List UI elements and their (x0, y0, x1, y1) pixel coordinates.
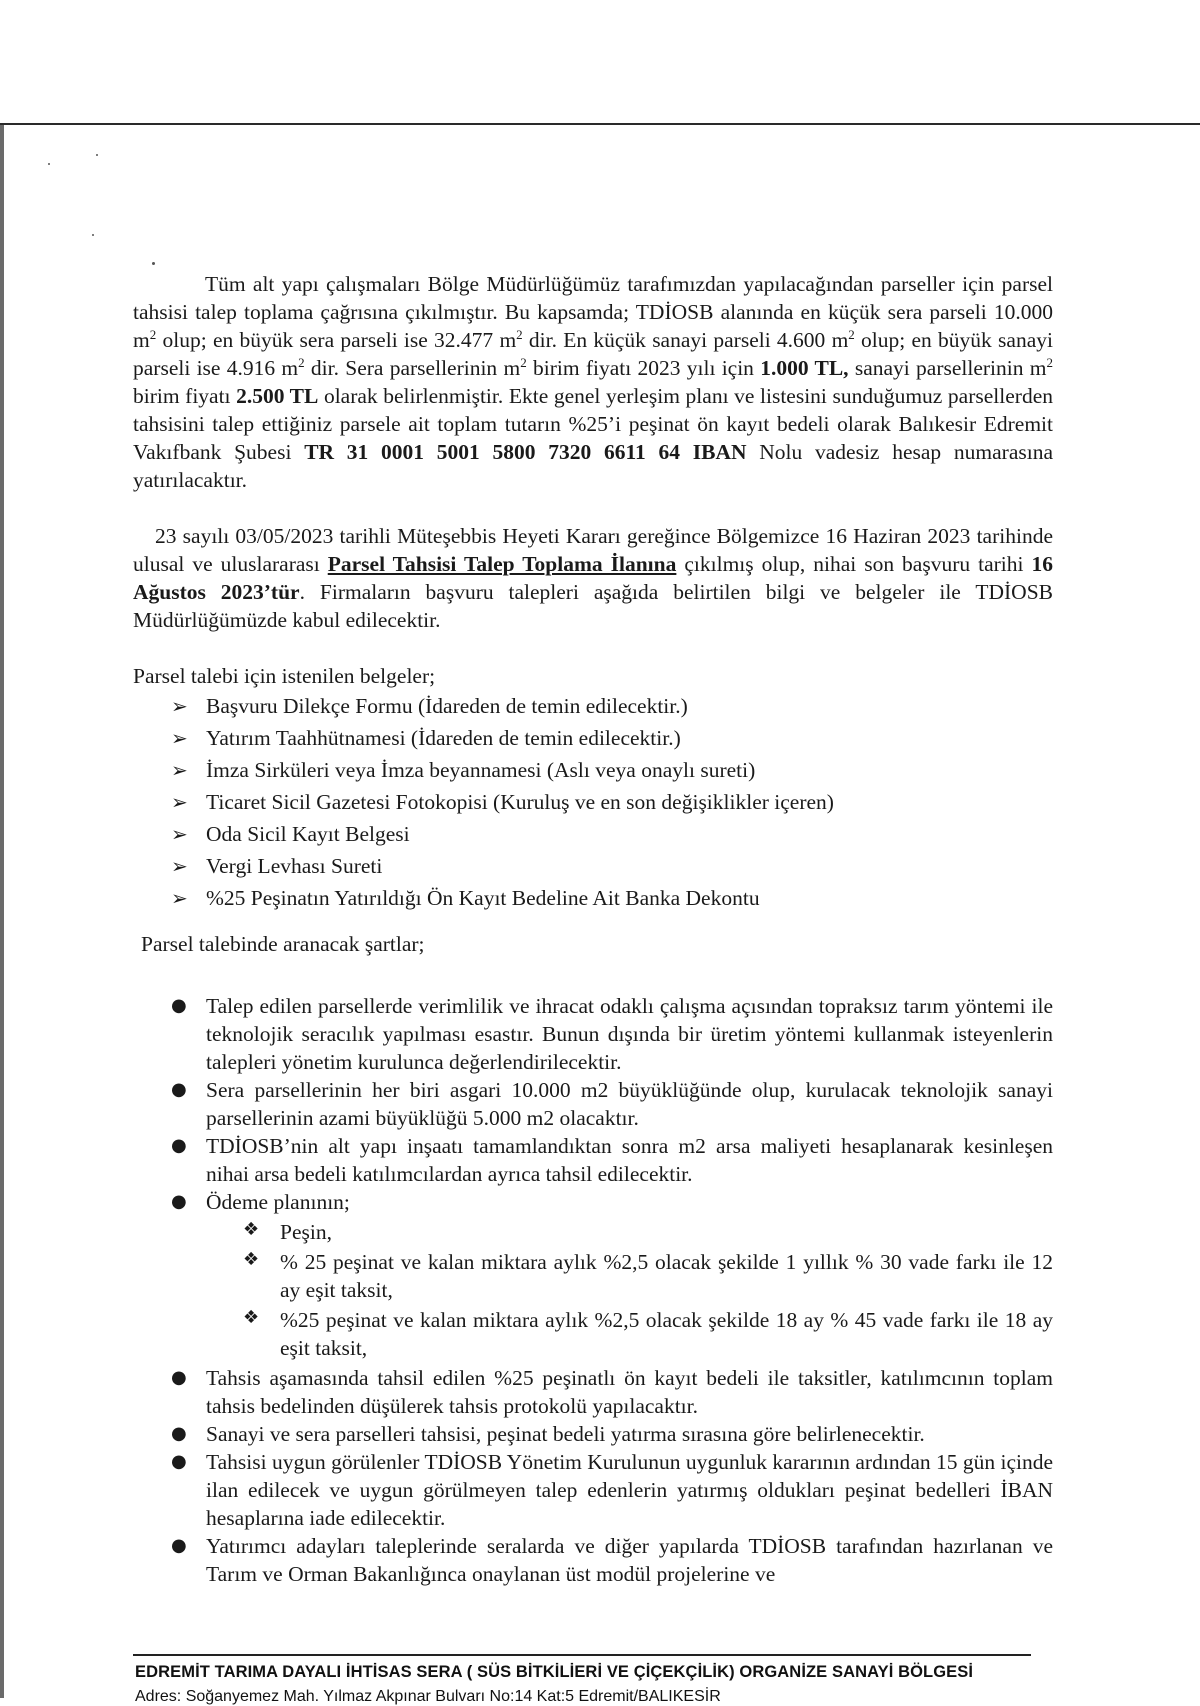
arrow-icon: ➢ (171, 726, 188, 750)
list-item: ➢ Yatırım Taahhütnamesi (İdareden de temin edilecektir.) (133, 722, 1053, 754)
diamond-icon: ❖ (243, 1249, 260, 1270)
list-item: ● TDİOSB’nin alt yapı inşaatı tamamlandıktan sonra m2 arsa maliyeti hesaplanarak kesinleşen nihai arsa bedeli katılımcılardan ayrıca tahsil edilecektir. (171, 1134, 1053, 1186)
documents-list (133, 690, 1053, 914)
list-item: ➢ %25 Peşinatın Yatırıldığı Ön Kayıt Bedeline Ait Banka Dekontu (133, 882, 1053, 914)
bullet-icon: ● (171, 1079, 187, 1100)
list-item: ● Sera parsellerinin her biri asgari 10.000 m2 büyüklüğünde olup, kurulacak teknolojik sanayi parsellerinin azami büyüklüğü 5.000 m2 olacaktır. (171, 1078, 1053, 1130)
scan-top-margin (0, 0, 1200, 123)
footer-divider (133, 1654, 1031, 1656)
bullet-icon: ● (171, 1423, 187, 1444)
arrow-icon: ➢ (171, 758, 188, 782)
scan-left-edge (0, 125, 4, 1698)
bullet-icon: ● (171, 1191, 187, 1212)
list-item: ● Tahsis aşamasında tahsil edilen %25 peşinatlı ön kayıt bedeli ile taksitler, katılımcının toplam tahsis bedelinden düşülerek tahsis protokolü yapılacaktır. (171, 1366, 1053, 1418)
bullet-icon: ● (171, 1535, 187, 1556)
conditions-heading: Parsel talebinde aranacak şartlar; (141, 932, 425, 956)
list-item: ➢ Başvuru Dilekçe Formu (İdareden de temin edilecektir.) (133, 690, 1053, 722)
bullet-icon: ● (171, 1367, 187, 1388)
iban-number: TR 31 0001 5001 5800 7320 6611 64 IBAN (304, 440, 747, 464)
list-item: ➢ Vergi Levhası Sureti (133, 850, 1053, 882)
arrow-icon: ➢ (171, 854, 188, 878)
scan-speck (48, 163, 50, 165)
list-item: ● Talep edilen parsellerde verimlilik ve ihracat odaklı çalışma açısından topraksız tarım yöntemi ile teknolojik seracılık yapılması esastır. Bunun dışında bir üretim yöntemi kullanmak isteyenlerin talepleri yönetim kurulunca değerlendirilecektir. (171, 994, 1053, 1074)
list-item: ➢ İmza Sirküleri veya İmza beyannamesi (Aslı veya onaylı sureti) (133, 754, 1053, 786)
conditions-list-continued (133, 1364, 1053, 1588)
diamond-icon: ❖ (243, 1219, 260, 1240)
scan-speck (152, 262, 155, 265)
list-item: ❖ Peşin, (133, 1218, 1053, 1246)
bullet-icon: ● (171, 1451, 187, 1472)
payment-options-list (133, 1218, 1053, 1362)
arrow-icon: ➢ (171, 790, 188, 814)
arrow-icon: ➢ (171, 886, 188, 910)
diamond-icon: ❖ (243, 1307, 260, 1328)
list-item: ➢ Ticaret Sicil Gazetesi Fotokopisi (Kuruluş ve en son değişiklikler içeren) (133, 786, 1053, 818)
list-item: ● Tahsisi uygun görülenler TDİOSB Yönetim Kurulunun uygunluk kararının ardından 15 gün içinde ilan edilecek ve uygun görülmeyen talep edenlerin yatırmış oldukları peşinat bedelleri İBAN hesaplarına iade edilecektir. (171, 1450, 1054, 1530)
list-item: ❖ % 25 peşinat ve kalan miktara aylık %2,5 olacak şekilde 1 yıllık % 30 vade farkı ile 12 ay eşit taksit, (133, 1248, 1053, 1304)
list-item: ● Yatırımcı adayları taleplerinde seralarda ve diğer yapılarda TDİOSB tarafından hazırlanan ve Tarım ve Orman Bakanlığınca onaylanan üst modül projelerine ve (171, 1534, 1053, 1586)
scan-speck (96, 154, 98, 156)
scan-speck (92, 234, 94, 236)
paragraph-parcel-info: Tüm alt yapı çalışmaları Bölge Müdürlüğümüz tarafımızdan yapılacağından parseller için parsel tahsisi talep toplama çağrısına çıkılmıştır. Bu kapsamda; TDİOSB alanında en küçük sera parseli 10.000 $m^2$ olup; en büyük sera parseli ise 32.477 $m^2$ dir. En küçük sanayi parseli 4.600 $m^2$ olup; en büyük sanayi parseli ise 4.916 $m^2$ dir. Sera parsellerinin $m^2$ birim fiyatı 2023 yılı için 1.000 TL, sanayi parsellerinin $m^2$ birim fiyatı 2.500 TL olarak belirlenmiştir. Ekte genel yerleşim planı ve listesini sunduğumuz parsellerden tahsisini talep ettiğiniz parsele ait toplam tutarın %25’i peşinat ön kayıt bedeli olarak Balıkesir Edremit Vakıfbank Şubesi TR 31 0001 5001 5800 7320 6611 64 IBAN Nolu vadesiz hesap numarasına yatırılacaktır. (133, 272, 1054, 492)
deadline-date: 16 Ağustos 2023’tür (133, 552, 1053, 604)
footer-organization-name: EDREMİT TARIMA DAYALI İHTİSAS SERA ( SÜS BİTKİLİERİ VE ÇİÇEKÇİLİK) ORGANİZE SANAYİ BÖLGESİ (135, 1663, 974, 1681)
arrow-icon: ➢ (171, 694, 188, 718)
list-item: ➢ Oda Sicil Kayıt Belgesi (133, 818, 1053, 850)
list-item: ● Ödeme planının; (171, 1190, 350, 1214)
bullet-icon: ● (171, 995, 187, 1016)
document-body (133, 270, 1053, 1588)
scan-page-edge (0, 123, 1200, 125)
list-item: ❖ %25 peşinat ve kalan miktara aylık %2,5 olacak şekilde 18 ay % 45 vade farkı ile 18 ay eşit taksit, (133, 1306, 1053, 1362)
paragraph-announcement: 23 sayılı 03/05/2023 tarihli Müteşebbis Heyeti Kararı gereğince Bölgemizce 16 Haziran 2023 tarihinde ulusal ve uluslararası Parsel Tahsisi Talep Toplama İlanına çıkılmış olup, nihai son başvuru tarihi 16 Ağustos 2023’tür. Firmaların başvuru talepleri aşağıda belirtilen bilgi ve belgeler ile TDİOSB Müdürlüğümüzde kabul edilecektir. (133, 524, 1054, 632)
arrow-icon: ➢ (171, 822, 188, 846)
list-item: ● Sanayi ve sera parselleri tahsisi, peşinat bedeli yatırma sırasına göre belirlenecektir. (171, 1422, 925, 1446)
documents-heading: Parsel talebi için istenilen belgeler; (133, 664, 436, 688)
bullet-icon: ● (171, 1135, 187, 1156)
footer-address: Adres: Soğanyemez Mah. Yılmaz Akpınar Bulvarı No:14 Kat:5 Edremit/BALIKESİR (135, 1688, 721, 1705)
conditions-list (133, 992, 1053, 1216)
